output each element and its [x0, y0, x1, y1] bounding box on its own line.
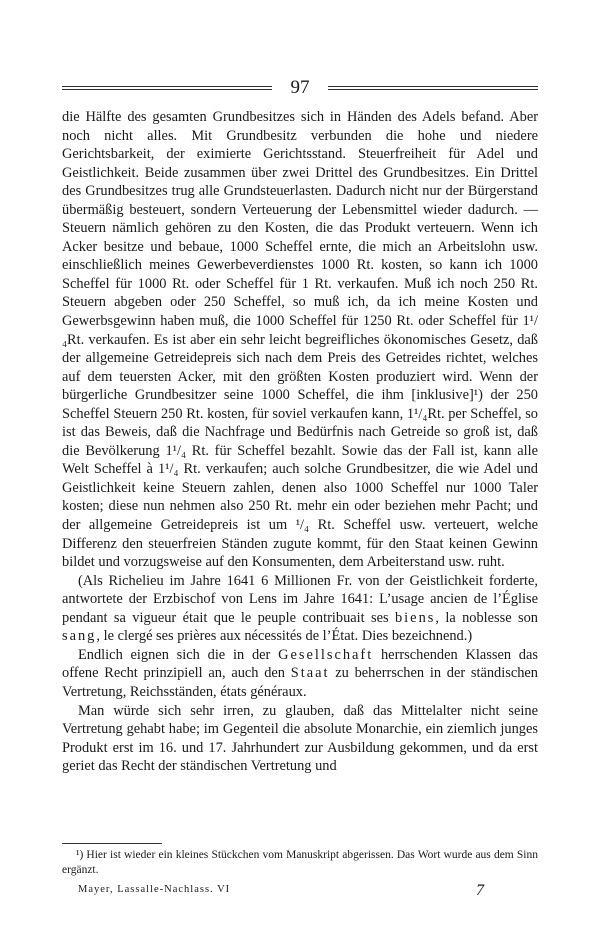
- paragraph: [62, 572, 538, 646]
- text-run: Endlich eignen sich die in der: [78, 646, 279, 663]
- page-header: [62, 76, 538, 100]
- footnote-text: ¹) Hier ist wieder ein kleines Stückchen vom Manuskript abgerissen. Das Wort wurde aus dem Sinn ergänzt.: [62, 849, 538, 876]
- page-number: 97: [290, 77, 310, 98]
- footnote: [62, 848, 538, 878]
- paragraph: [62, 108, 538, 572]
- sheet-number: 7: [476, 882, 484, 899]
- text-run: (Als Richelieu im Jahre 1641 6 Millionen Fr. von der Geistlichkeit forderte, antwortete der Erzbischof von Lens im Jahre 1641: L’usage ancien de l’Église pendant sa vigueur était que le peuple contribuait ses: [62, 572, 538, 626]
- text-run: herrschenden Klassen das offene Recht prinzipiell an, auch den: [62, 646, 538, 682]
- paragraph: [62, 702, 538, 776]
- spaced-emphasis: biens: [394, 609, 436, 626]
- spaced-emphasis: sang: [62, 628, 97, 645]
- text-run: , le clergé ses prières aux nécessités de l’État. Dies bezeichnend.): [96, 628, 473, 645]
- spaced-emphasis: Gesellschaft: [278, 646, 374, 663]
- header-rule-right: [328, 86, 538, 90]
- text-run: die Hälfte des gesamten Grundbesitzes sich in Händen des Adels befand. Aber noch nicht alles. Mit Grundbesitz verbunden die hohe und niedere Gerichtsbarkeit, der eximierte Gerichtsstand. Steuerfreiheit für Adel und Geistlichkeit. Beide zusammen über zwei Drittel des Grundbesitzes. Ein Drittel des Grundbesitzes trug alle Grundsteuerlasten. Dadurch nicht nur der Bürgerstand übermäßig besteuert, sondern Verteuerung der Lebensmittel wieder dadurch. — Steuern nämlich gehören zu den Kosten, die das Produkt verteuern. Wenn ich Acker besitze und bebaue, 1000 Scheffel ernte, die mich an Arbeitslohn usw. einschließlich meines Gewerbeverdienstes 1000 Rt. kosten, so kann ich 1000 Scheffel für 1000 Rt. oder Scheffel für 1 Rt. verkaufen. Muß ich noch 250 Rt. Steuern abgeben oder 250 Scheffel, so muß ich, da ich meine Kosten und Gewerbsgewinn haben muß, die 1000 Scheffel für 1250 Rt. oder Scheffel für 1¹/₄Rt. verkaufen. Es ist aber ein sehr leicht begreifliches ökonomisches Gesetz, daß der allgemeine Getreidepreis sich nach dem Preis des Getreides richtet, welches auf dem teuersten Acker, mit den größten Kosten produziert wird. Wenn der bürgerliche Grundbesitzer seine 1000 Scheffel, die ihm [inklusive]¹) der 250 Scheffel Steuern 250 Rt. kosten, für soviel verkaufen kann, 1¹/₄Rt. per Scheffel, so ist das Beweis, daß die Nachfrage und Bedürfnis nach Getreide so groß ist, daß die Bevölkerung 1¹/₄ Rt. für Scheffel bezahlt. Sowie das der Fall ist, kann alle Welt Scheffel à 1¹/₄ Rt. verkaufen; auch solche Grundbesitzer, die wie Adel und Geistlichkeit keine Steuern zahlen, denen also 1000 Scheffel nur 1000 Taler kosten; diese nun nehmen also 250 Rt. mehr ein oder beziehen mehr Pacht; und der allgemeine Getreidepreis ist um ¹/₄ Rt. Scheffel usw. verteuert, welche Differenz den steuerfreien Ständen zugute kommt, für den Staat keinen Gewinn bildet und vorzugsweise auf den Konsumenten, dem Arbeiterstand usw. ruht.: [62, 109, 538, 571]
- body-text: [62, 108, 538, 776]
- paragraph: [62, 646, 538, 702]
- spaced-emphasis: Staat: [290, 665, 330, 682]
- text-run: zu beherrschen in der ständischen Vertretung, Reichsständen, états généraux.: [62, 665, 538, 700]
- text-run: , la noblesse son: [435, 609, 538, 626]
- footnote-rule: [62, 843, 162, 844]
- signature-mark: Mayer, Lassalle-Nachlass. VI: [78, 884, 231, 895]
- page-footer: [62, 884, 538, 904]
- text-run: Man würde sich sehr irren, zu glauben, daß das Mittelalter nicht seine Vertretung gehabt habe; im Gegenteil die absolute Monarchie, ein ziemlich junges Produkt erst im 16. und 17. Jahrhundert zur Ausbildung gekommen, und da erst geriet das Recht der ständischen Vertretung und: [62, 702, 538, 775]
